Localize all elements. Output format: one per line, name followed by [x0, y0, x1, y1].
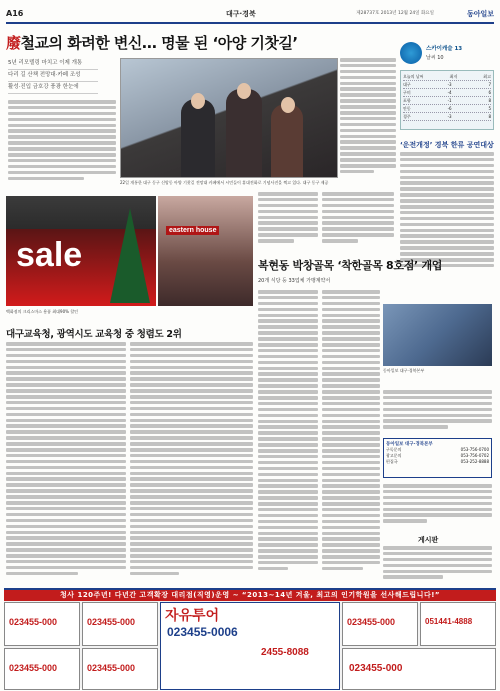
ad-cell [82, 602, 158, 646]
weather-row: 경주 -3 8 [403, 114, 491, 119]
masthead [6, 8, 494, 24]
contact-row: 구독문의 053-756-0700 [386, 447, 489, 452]
lead-body-col1 [8, 100, 116, 190]
page-number: A16 [6, 9, 24, 18]
weather-table [400, 70, 494, 130]
weather-title: 스카이캐슬 13 [426, 46, 463, 52]
ad-cell [342, 602, 418, 646]
classified-ads [4, 588, 496, 688]
sidebar-column-head: ‘운전개정’ 경북 한류 공연대상 [400, 141, 494, 149]
lead-subheads [8, 58, 98, 94]
lead-body-col4 [322, 192, 394, 252]
store-sign: eastern house [166, 226, 219, 235]
weather-row: 대구 -3 7 [403, 82, 491, 87]
alley-headline: 복현동 박창골목 ‘착한골목 8호점’ 개업 [258, 259, 443, 272]
section-title: 대구·경북 [226, 10, 256, 18]
ad-phone: 023455-000 [9, 617, 58, 627]
sale-sign: sale [16, 236, 83, 274]
dateline: 제28737호 2013년 12월 24일 화요일 [356, 11, 434, 16]
store-photo [158, 196, 253, 306]
ad-phone: 051441-4888 [425, 617, 473, 626]
sale-photo-caption: 백화점의 크리스마스 용품 최대90% 할인 [6, 309, 78, 314]
alley-body-col2 [322, 290, 380, 582]
sale-photo [6, 196, 156, 306]
ad-phone: 023455-000 [349, 663, 403, 674]
right-photo-caption: 동아일보 대구·경북본부 [383, 368, 425, 373]
subhead-line: 5년 리모델링 마치고 이제 개통 [8, 58, 98, 70]
notice-board-head: 게시판 [418, 536, 439, 544]
weather-row: 오늘의 날씨 최저 최고 [403, 74, 491, 79]
weather-subtitle: 날씨 10 [426, 55, 444, 61]
notice-board-body [383, 546, 492, 584]
ad-cell [82, 648, 158, 690]
contact-box-title: 동아일보 대구·경북본부 [386, 442, 433, 447]
ad-phone: 023455-000 [87, 617, 136, 627]
ads-banner: 청사 120주년! 다년간 고객확장 대리점(직영)운영 ~ “2013~14년 겨울, 최고의 인기학원을 선사해드립니다!” [4, 590, 496, 601]
lead-photo-caption: 22일 개통한 대구 동구 신암동 아양 기찻길 전망대 카페에서 시민들이 휴대전화로 기념사진을 찍고 있다. 대구 동구 제공 [120, 180, 329, 185]
headline-rest: 철교의 화려한 변신… 명물 된 ‘아양 기찻길’ [20, 34, 298, 52]
sidebar [400, 30, 494, 255]
paper-name: 동아일보 [466, 10, 494, 18]
weather-row: 포항 -1 8 [403, 98, 491, 103]
lead-headline [6, 32, 406, 53]
contact-row: 편집국 053-252-8888 [386, 459, 489, 464]
featured-ad [160, 602, 340, 690]
education-body-col2 [130, 342, 253, 582]
lead-body-col2 [340, 58, 396, 186]
weather-row: 안동 -6 5 [403, 106, 491, 111]
headline-accent: 廢 [6, 34, 21, 52]
education-headline: 대구교육청, 광역시도 교육청 중 청렴도 2위 [6, 329, 182, 340]
ad-phone: 023455-000 [87, 663, 136, 673]
subhead-line: 활성·진입 금호강 풍광 한눈에 [8, 82, 98, 94]
subhead-line: 다리 길 산책 전망대·카페 조성 [8, 70, 98, 82]
right-photo [383, 304, 492, 366]
alley-body-col1 [258, 290, 318, 582]
lead-body-col3 [258, 192, 318, 252]
lead-photo [120, 58, 338, 178]
contact-box [383, 438, 492, 478]
education-body-col1 [6, 342, 126, 582]
right-body-2 [383, 484, 492, 532]
alley-subhead: 20개 식당 등 33업체 가맹계약서 [258, 278, 331, 284]
featured-ad-logo: 자유투어 [165, 608, 220, 624]
right-body [383, 390, 492, 434]
featured-ad-phone: 023455-0006 [167, 625, 238, 639]
ad-phone: 2455-8088 [261, 647, 309, 658]
contact-row: 광고문의 053-756-0702 [386, 453, 489, 458]
weather-logo-icon [400, 42, 422, 64]
ad-cell [4, 648, 80, 690]
ad-cell [342, 648, 496, 690]
ad-phone: 023455-000 [9, 663, 58, 673]
ad-phone: 023455-000 [347, 617, 396, 627]
ad-cell [420, 602, 496, 646]
weather-row: 구미 -4 6 [403, 90, 491, 95]
ad-cell [4, 602, 80, 646]
